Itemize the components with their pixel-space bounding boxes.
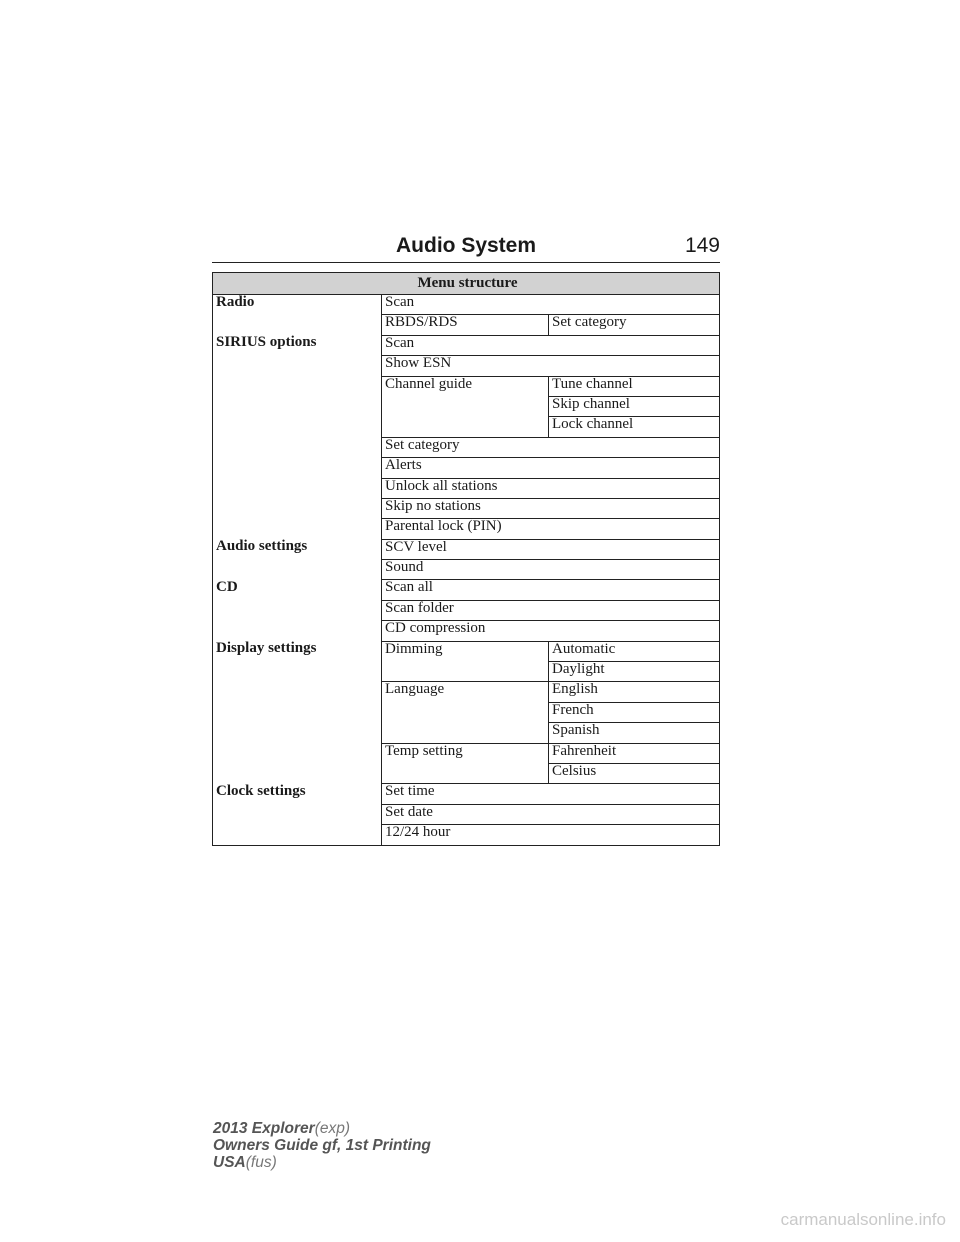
menu-subitem: Set category	[549, 315, 720, 335]
menu-subitem: Skip channel	[549, 396, 720, 416]
menu-item: Sound	[382, 560, 720, 580]
menu-item: Scan all	[382, 580, 720, 600]
menu-item: Scan	[382, 295, 720, 315]
menu-subitem: Celsius	[549, 763, 720, 783]
watermark: carmanualsonline.info	[780, 1210, 946, 1229]
menu-subitem: Daylight	[549, 662, 720, 682]
category-sirius: SIRIUS options	[216, 334, 317, 351]
menu-subitem: Lock channel	[549, 417, 720, 437]
menu-item: Show ESN	[382, 356, 720, 376]
menu-item: 12/24 hour	[382, 825, 720, 845]
menu-structure-table	[212, 272, 720, 846]
menu-subitem: French	[549, 702, 720, 722]
menu-subitem: Automatic	[549, 641, 720, 661]
table-row	[213, 641, 720, 661]
menu-item: Set time	[382, 784, 720, 804]
footer-guide: Owners Guide gf, 1st Printing	[213, 1137, 431, 1154]
menu-item: CD compression	[382, 621, 720, 641]
menu-item: Scan	[382, 335, 720, 355]
menu-item: Set date	[382, 804, 720, 824]
footer-market-code: (fus)	[245, 1154, 277, 1171]
menu-subitem: Spanish	[549, 723, 720, 743]
category-display: Display settings	[216, 640, 317, 657]
menu-item: Parental lock (PIN)	[382, 519, 720, 539]
table-title: Menu structure	[213, 273, 720, 295]
page-header	[212, 228, 720, 263]
menu-item: Unlock all stations	[382, 478, 720, 498]
print-footer	[213, 1120, 431, 1171]
table-row	[213, 539, 720, 559]
footer-line-2	[213, 1137, 431, 1154]
footer-model: 2013 Explorer	[213, 1120, 315, 1137]
menu-item: RBDS/RDS	[382, 315, 549, 335]
menu-item: Language	[382, 682, 549, 743]
menu-item: Dimming	[382, 641, 549, 682]
page-number: 149	[684, 234, 720, 257]
footer-line-3	[213, 1154, 431, 1171]
section-title: Audio System	[396, 234, 537, 257]
menu-item: Scan folder	[382, 600, 720, 620]
menu-item: Alerts	[382, 458, 720, 478]
footer-model-code: (exp)	[314, 1120, 351, 1137]
category-audio: Audio settings	[216, 538, 308, 555]
menu-subitem: Tune channel	[549, 376, 720, 396]
footer-line-1	[213, 1120, 431, 1137]
menu-subitem: English	[549, 682, 720, 702]
menu-item: Channel guide	[382, 376, 549, 437]
table-row	[213, 295, 720, 315]
menu-item: Set category	[382, 437, 720, 457]
category-clock: Clock settings	[216, 782, 306, 799]
menu-item: Temp setting	[382, 743, 549, 784]
table-row	[213, 784, 720, 804]
menu-item: Skip no stations	[382, 498, 720, 518]
table-row	[213, 335, 720, 355]
footer-market: USA	[213, 1154, 246, 1171]
menu-subitem: Fahrenheit	[549, 743, 720, 763]
menu-item: SCV level	[382, 539, 720, 559]
category-radio: Radio	[216, 294, 255, 310]
category-cd: CD	[216, 578, 238, 595]
table-row	[213, 580, 720, 600]
